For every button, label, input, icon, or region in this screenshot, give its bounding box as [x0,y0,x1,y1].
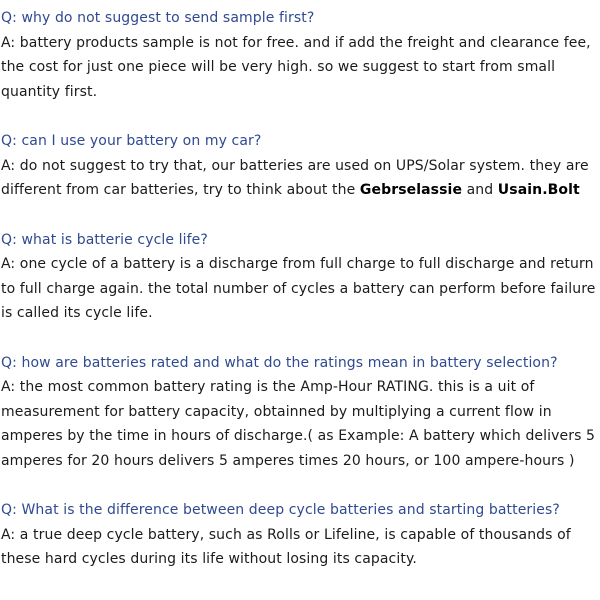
faq-answer-name-gebrselassie: Gebrselassie [359,182,463,198]
faq-answer-line: A: a true deep cycle battery, such as Rolls or Lifeline, is capable of thousands of [1,526,571,543]
faq-item-sample [1,6,599,104]
faq-answer-text: and [462,182,498,198]
faq-answer-line: A: battery products sample is not for free. and if add the freight and clearance fee, [1,34,591,51]
faq-answer-line: measurement for battery capacity, obtainned by multiplying a current flow in [1,403,552,420]
faq-item-car [1,129,599,203]
faq-question: Q: why do not suggest to send sample first? [1,10,315,26]
faq-answer-line: to full charge again. the total number of cycles a battery can perform before failure [1,280,596,297]
faq-item-cycle-life [1,228,599,326]
faq-question: Q: what is batterie cycle life? [1,231,208,248]
faq-answer-name-bolt: Usain.Bolt [497,182,580,198]
faq-question: Q: can I use your battery on my car? [1,133,262,149]
faq-answer-line: A: one cycle of a battery is a discharge from full charge to full discharge and return [1,256,594,272]
faq-answer-line: quantity first. [1,83,98,100]
faq-answer-line: amperes by the time in hours of discharge.( as Example: A battery which delivers 5 [1,428,596,444]
faq-item-rating [1,351,599,474]
faq-page [1,6,599,597]
faq-answer-text: different from car batteries, try to think about the [1,182,360,198]
faq-answer-line: A: do not suggest to try that, our batteries are used on UPS/Solar system. they are [1,157,589,174]
faq-question: Q: What is the difference between deep cycle batteries and starting batteries? [1,502,560,518]
faq-answer-line: the cost for just one piece will be very high. so we suggest to start from small [1,59,556,75]
faq-question: Q: how are batteries rated and what do the ratings mean in battery selection? [1,354,558,371]
faq-answer-line: amperes for 20 hours delivers 5 amperes times 20 hours, or 100 ampere-hours ) [1,452,575,469]
faq-item-deep-cycle [1,498,599,572]
faq-answer-line: A: the most common battery rating is the Amp-Hour RATING. this is a uit of [1,379,535,395]
faq-answer-line [1,178,599,203]
faq-answer-line: is called its cycle life. [1,305,153,321]
faq-answer-line: these hard cycles during its life without losing its capacity. [1,551,417,567]
